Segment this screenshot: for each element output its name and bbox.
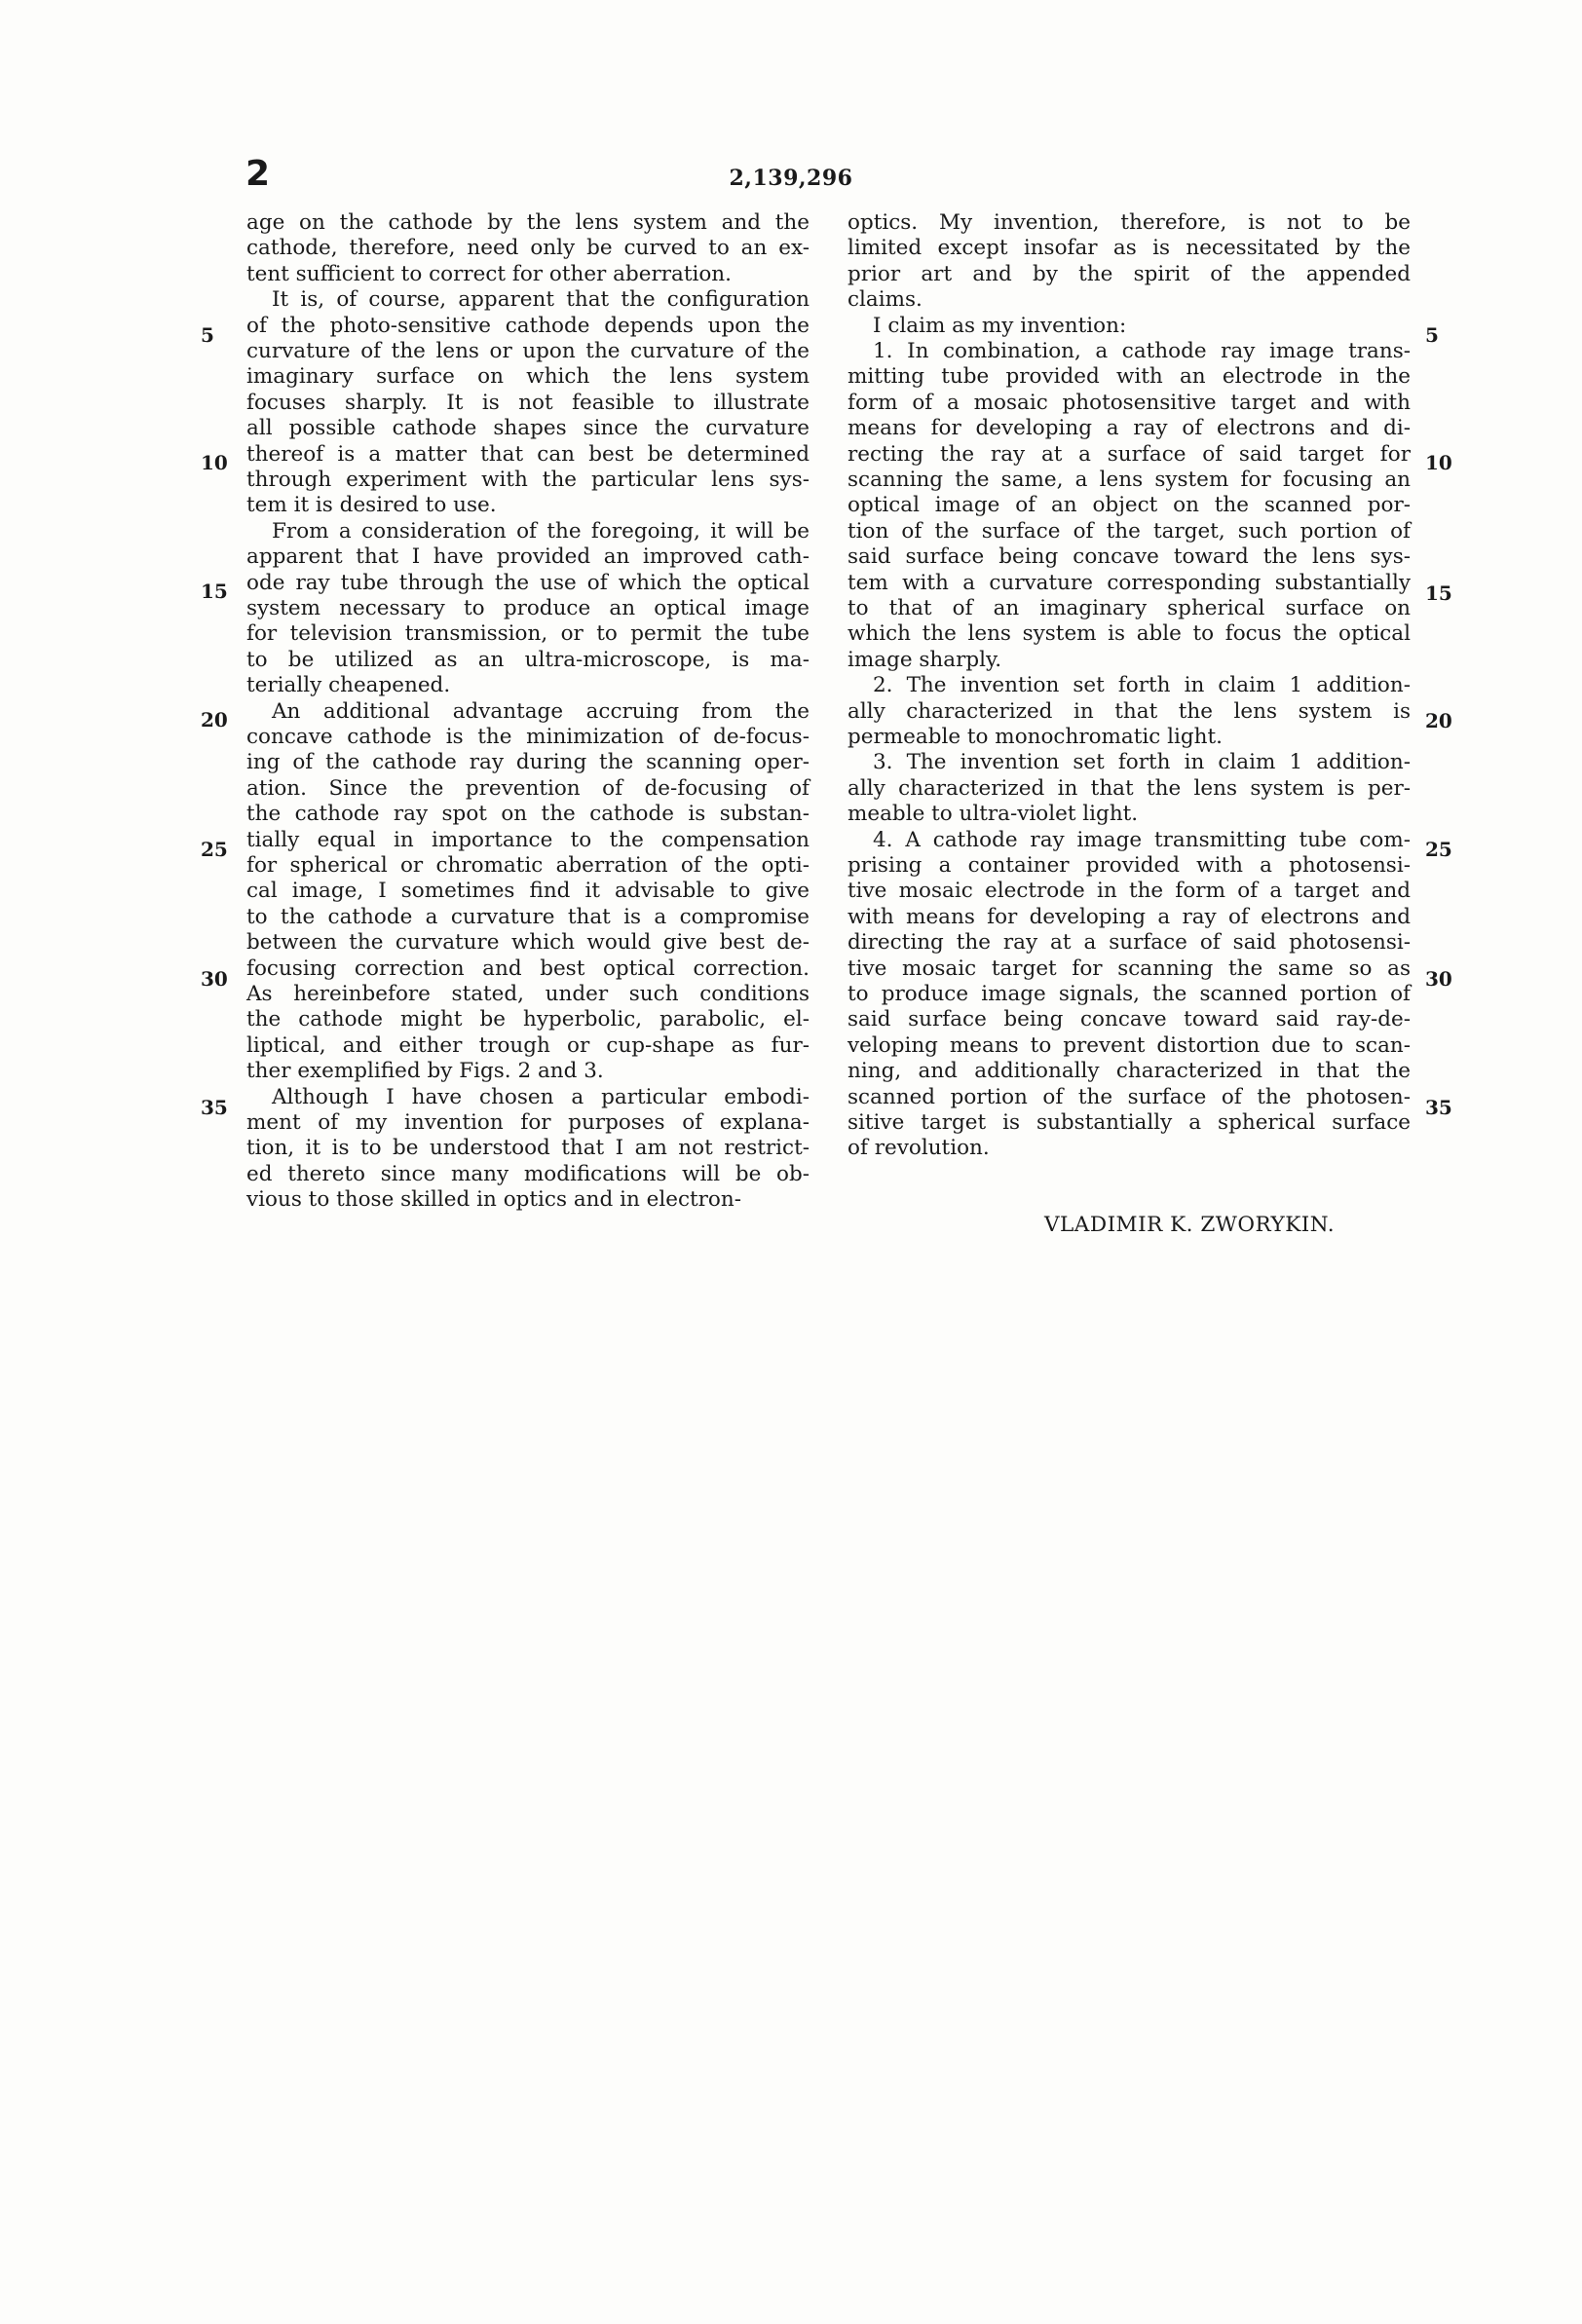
left-margin-line-number: 35: [201, 1096, 228, 1119]
left-column-text-line: of the photo-sensitive cathode depends upon the: [246, 313, 810, 338]
left-margin-line-number: 25: [201, 838, 228, 861]
left-column-text-line: ode ray tube through the use of which the optical: [246, 570, 810, 595]
left-column-text-line: focuses sharply. It is not feasible to illustrate: [246, 390, 810, 415]
left-column-text-line: tem it is desired to use.: [246, 493, 497, 518]
left-margin-line-number: 20: [201, 708, 228, 731]
left-column-text-line: Although I have chosen a particular embodi-: [272, 1084, 810, 1109]
left-column-text-line: all possible cathode shapes since the curvature: [246, 416, 810, 441]
left-column-text-line: thereof is a matter that can best be determined: [246, 441, 810, 467]
right-column-text-line: tive mosaic electrode in the form of a target and: [848, 879, 1411, 904]
right-column-text-line: meable to ultra-violet light.: [848, 802, 1139, 827]
right-column-text-line: tem with a curvature corresponding substantially: [848, 570, 1411, 595]
right-column-text-line: ning, and additionally characterized in that the: [848, 1059, 1411, 1084]
right-column-text-line: optical image of an object on the scanned por-: [848, 493, 1411, 518]
left-column-text-line: liptical, and either trough or cup-shape as fur-: [246, 1032, 810, 1058]
left-column-text-line: ther exemplified by Figs. 2 and 3.: [246, 1059, 604, 1084]
left-column-text-line: ment of my invention for purposes of explana-: [246, 1110, 810, 1135]
left-column-text-line: An additional advantage accruing from the: [272, 698, 810, 724]
inventor-signature: VLADIMIR K. ZWORYKIN.: [1044, 1213, 1336, 1237]
left-margin-line-number: 5: [201, 323, 214, 347]
right-column-text-line: 3. The invention set forth in claim 1 addition-: [873, 750, 1411, 775]
right-column-text-line: image sharply.: [848, 647, 1002, 672]
left-column-text-line: As hereinbefore stated, under such conditions: [246, 982, 810, 1006]
left-column-text-line: vious to those skilled in optics and in electron-: [246, 1187, 741, 1213]
right-column-text-line: directing the ray at a surface of said photosensi-: [848, 930, 1411, 956]
left-column-text-line: cathode, therefore, need only be curved to an ex-: [246, 236, 810, 261]
left-column-text-line: the cathode might be hyperbolic, parabolic, el-: [246, 1007, 810, 1032]
left-column-text-line: cal image, I sometimes find it advisable to give: [246, 879, 810, 904]
right-column-text-line: 4. A cathode ray image transmitting tube com-: [873, 827, 1411, 852]
right-column-text-line: 1. In combination, a cathode ray image trans-: [873, 339, 1411, 363]
right-column-text-line: recting the ray at a surface of said target for: [848, 441, 1411, 467]
left-margin-line-number: 10: [201, 451, 228, 474]
left-column-text-line: ing of the cathode ray during the scanning oper-: [246, 750, 810, 775]
right-column-text-line: I claim as my invention:: [873, 313, 1127, 338]
left-column-text-line: for television transmission, or to permit the tube: [246, 621, 810, 647]
left-column-text-line: curvature of the lens or upon the curvature of the: [246, 339, 810, 363]
left-column-text-line: From a consideration of the foregoing, it will be: [272, 518, 810, 544]
right-column-text-line: said surface being concave toward said ray-de-: [848, 1007, 1411, 1032]
right-column-text-line: 2. The invention set forth in claim 1 addition-: [873, 673, 1411, 698]
patent-number: 2,139,296: [729, 166, 853, 191]
right-column-text-line: of revolution.: [848, 1136, 990, 1161]
right-margin-line-number: 15: [1425, 581, 1452, 605]
right-column-text-line: with means for developing a ray of electrons and: [848, 904, 1411, 929]
right-column-text-line: sitive target is substantially a spherical surface: [848, 1110, 1411, 1135]
right-column-text-line: optics. My invention, therefore, is not to be: [848, 210, 1411, 235]
right-column-text-line: veloping means to prevent distortion due to scan-: [848, 1032, 1411, 1058]
right-column-text-line: prior art and by the spirit of the appended: [848, 261, 1411, 286]
right-margin-line-number: 30: [1425, 967, 1452, 991]
right-column-text-line: prising a container provided with a photosensi-: [848, 853, 1411, 878]
left-column-text-line: terially cheapened.: [246, 673, 451, 698]
left-column-text-line: concave cathode is the minimization of de-focus-: [246, 725, 810, 749]
left-column-text-line: apparent that I have provided an improved cath-: [246, 544, 810, 570]
right-column-text-line: ally characterized in that the lens system is: [848, 698, 1411, 724]
right-margin-line-number: 35: [1425, 1096, 1452, 1119]
right-column-text-line: mitting tube provided with an electrode in the: [848, 364, 1411, 390]
left-column-text-line: the cathode ray spot on the cathode is substan-: [246, 802, 810, 827]
left-column-text-line: system necessary to produce an optical image: [246, 596, 810, 620]
right-column-text-line: said surface being concave toward the lens sys-: [848, 544, 1411, 570]
left-column-text-line: It is, of course, apparent that the configuration: [272, 287, 810, 313]
left-column-text-line: ation. Since the prevention of de-focusing of: [246, 775, 810, 801]
left-column-text-line: through experiment with the particular lens sys-: [246, 468, 810, 492]
right-column-text-line: which the lens system is able to focus the optical: [848, 621, 1411, 647]
right-column-text-line: scanning the same, a lens system for focusing an: [848, 468, 1411, 492]
left-column-text-line: for spherical or chromatic aberration of the opti-: [246, 853, 810, 878]
right-column-text-line: ally characterized in that the lens system is per-: [848, 775, 1411, 801]
left-column-text-line: ed thereto since many modifications will be ob-: [246, 1161, 810, 1186]
right-column-text-line: permeable to monochromatic light.: [848, 725, 1223, 749]
right-column-text-line: means for developing a ray of electrons and di-: [848, 416, 1411, 441]
left-margin-line-number: 15: [201, 580, 228, 603]
left-column-text-line: between the curvature which would give best de-: [246, 930, 810, 956]
right-column-text-line: tion of the surface of the target, such portion of: [848, 518, 1411, 544]
right-column-text-line: scanned portion of the surface of the photosen-: [848, 1084, 1411, 1109]
right-column-text-line: limited except insofar as is necessitated by the: [848, 236, 1411, 261]
right-column-text-line: to that of an imaginary spherical surface on: [848, 596, 1411, 620]
left-column-text-line: to be utilized as an ultra-microscope, is ma-: [246, 647, 810, 672]
left-column-text-line: tent sufficient to correct for other aberration.: [246, 261, 732, 286]
right-margin-line-number: 5: [1425, 323, 1439, 347]
right-column-text-line: claims.: [848, 287, 923, 313]
right-margin-line-number: 25: [1425, 838, 1452, 861]
left-column-text-line: to the cathode a curvature that is a compromise: [246, 904, 810, 929]
right-margin-line-number: 20: [1425, 709, 1452, 732]
right-margin-line-number: 10: [1425, 451, 1452, 474]
left-margin-line-number: 30: [201, 967, 228, 991]
left-column-text-line: tion, it is to be understood that I am not restrict-: [246, 1136, 810, 1161]
right-column-text-line: tive mosaic target for scanning the same so as: [848, 956, 1411, 981]
right-column-text-line: to produce image signals, the scanned portion of: [848, 982, 1411, 1006]
left-column-text-line: age on the cathode by the lens system and the: [246, 210, 810, 235]
left-column-text-line: imaginary surface on which the lens system: [246, 364, 810, 390]
left-column-text-line: focusing correction and best optical correction.: [246, 956, 810, 981]
page-number: 2: [245, 154, 271, 194]
right-column-text-line: form of a mosaic photosensitive target and with: [848, 390, 1411, 415]
left-column-text-line: tially equal in importance to the compensation: [246, 827, 810, 852]
